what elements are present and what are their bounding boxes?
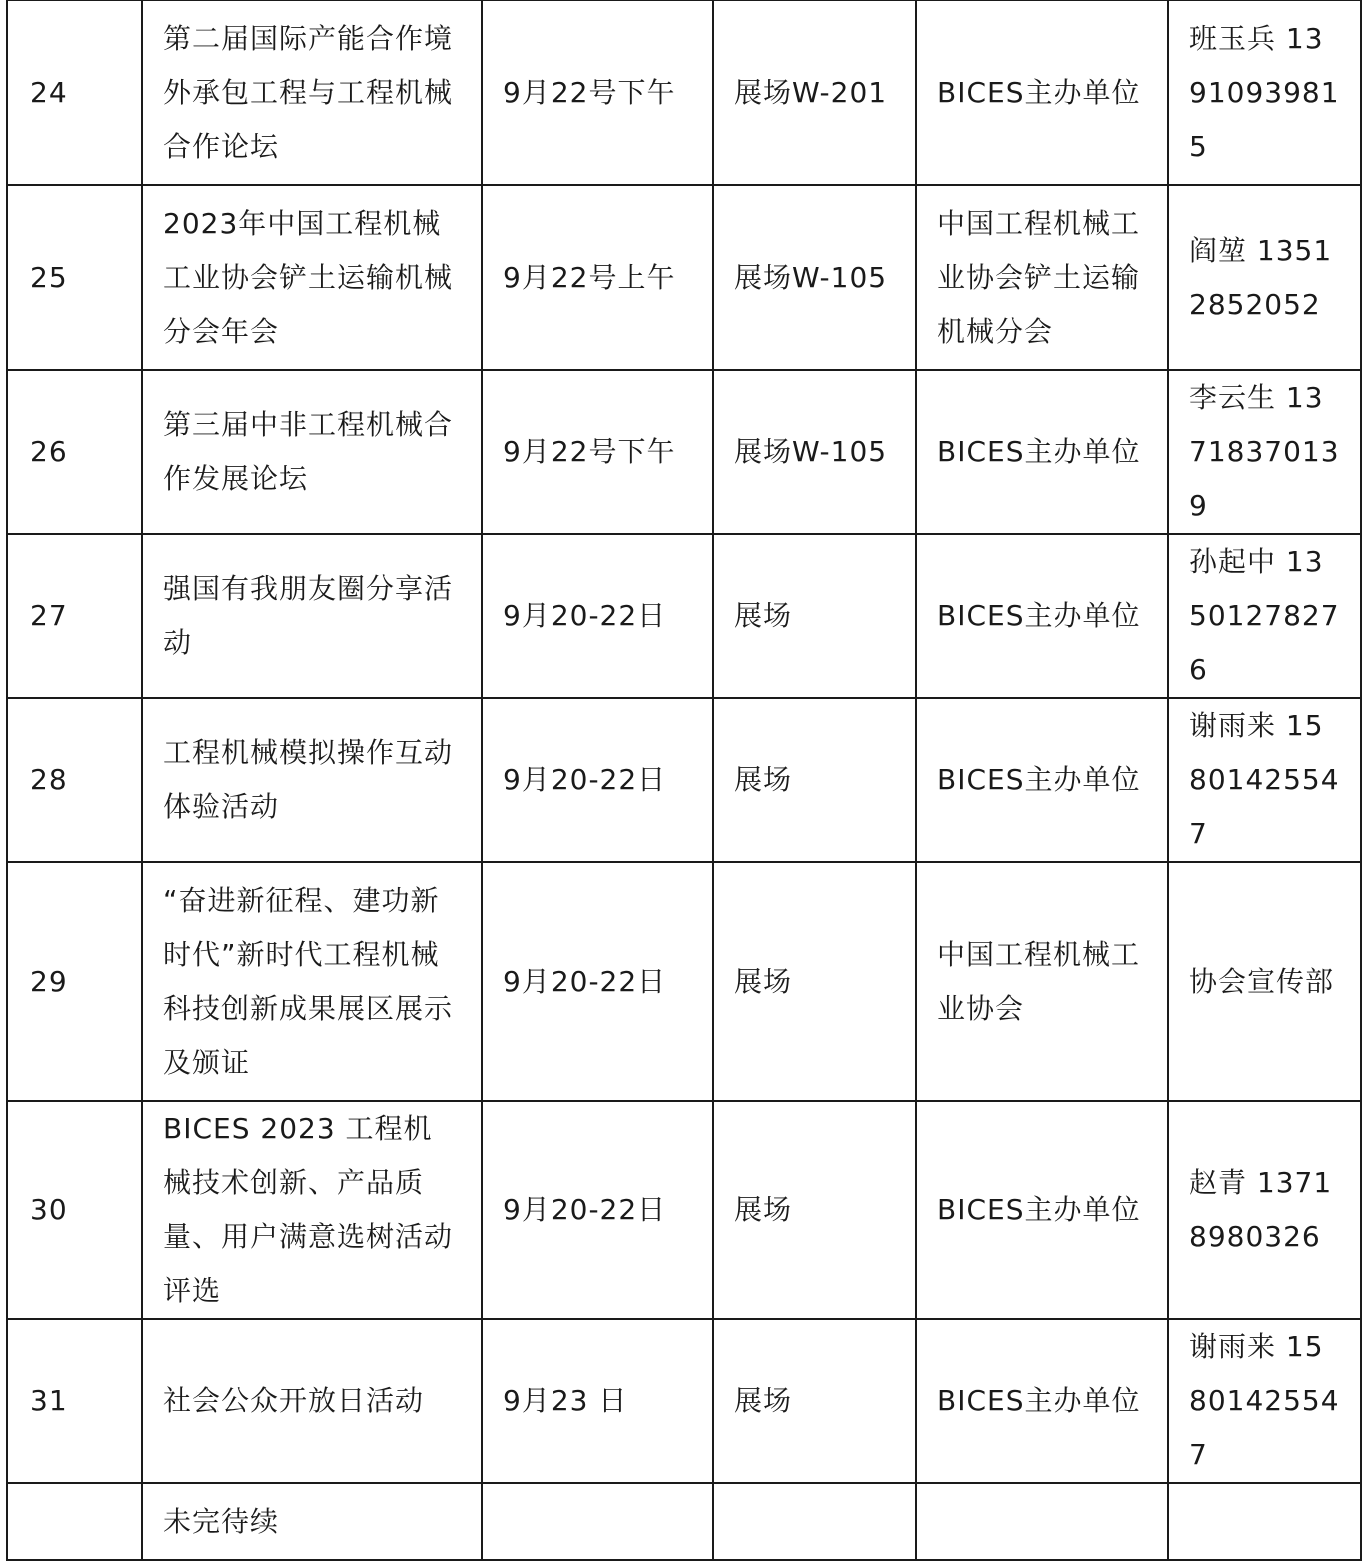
empty-cell — [713, 1483, 916, 1560]
event-name: “奋进新征程、建功新时代”新时代工程机械科技创新成果展区展示及颁证 — [142, 862, 482, 1101]
table-row — [7, 534, 1361, 698]
event-contact: 谢雨来 15801425547 — [1168, 698, 1361, 862]
event-venue: 展场W-105 — [713, 370, 916, 534]
event-time: 9月22号下午 — [482, 0, 713, 185]
event-contact: 班玉兵 13910939815 — [1168, 0, 1361, 185]
event-name: 工程机械模拟操作互动体验活动 — [142, 698, 482, 862]
event-contact: 阎堃 13512852052 — [1168, 185, 1361, 370]
event-name: 社会公众开放日活动 — [142, 1319, 482, 1483]
table-row-footer — [7, 1483, 1361, 1560]
event-organizer: BICES主办单位 — [916, 1101, 1168, 1319]
event-organizer: 中国工程机械工业协会 — [916, 862, 1168, 1101]
event-venue: 展场 — [713, 698, 916, 862]
event-venue: 展场W-105 — [713, 185, 916, 370]
event-contact: 赵青 13718980326 — [1168, 1101, 1361, 1319]
event-venue: 展场 — [713, 1101, 916, 1319]
continued-note: 未完待续 — [142, 1483, 482, 1560]
empty-cell — [7, 1483, 142, 1560]
empty-cell — [482, 1483, 713, 1560]
row-number: 28 — [7, 698, 142, 862]
row-number: 24 — [7, 0, 142, 185]
event-contact: 孙起中 13501278276 — [1168, 534, 1361, 698]
event-name: BICES 2023 工程机械技术创新、产品质量、用户满意选树活动评选 — [142, 1101, 482, 1319]
event-venue: 展场W-201 — [713, 0, 916, 185]
event-venue: 展场 — [713, 862, 916, 1101]
event-contact: 谢雨来 15801425547 — [1168, 1319, 1361, 1483]
row-number: 25 — [7, 185, 142, 370]
event-time: 9月22号下午 — [482, 370, 713, 534]
event-time: 9月20-22日 — [482, 1101, 713, 1319]
event-name: 第三届中非工程机械合作发展论坛 — [142, 370, 482, 534]
event-name: 强国有我朋友圈分享活动 — [142, 534, 482, 698]
event-contact: 李云生 13718370139 — [1168, 370, 1361, 534]
event-contact: 协会宣传部 — [1168, 862, 1361, 1101]
event-venue: 展场 — [713, 1319, 916, 1483]
event-time: 9月23 日 — [482, 1319, 713, 1483]
table-row — [7, 862, 1361, 1101]
event-organizer: BICES主办单位 — [916, 698, 1168, 862]
event-time: 9月22号上午 — [482, 185, 713, 370]
table-row — [7, 0, 1361, 185]
event-organizer: BICES主办单位 — [916, 1319, 1168, 1483]
row-number: 31 — [7, 1319, 142, 1483]
event-name: 2023年中国工程机械工业协会铲土运输机械分会年会 — [142, 185, 482, 370]
event-name: 第二届国际产能合作境外承包工程与工程机械合作论坛 — [142, 0, 482, 185]
event-organizer: BICES主办单位 — [916, 534, 1168, 698]
table-row — [7, 370, 1361, 534]
event-time: 9月20-22日 — [482, 534, 713, 698]
row-number: 27 — [7, 534, 142, 698]
event-organizer: BICES主办单位 — [916, 0, 1168, 185]
table-row — [7, 1319, 1361, 1483]
event-schedule-table — [6, 0, 1362, 1561]
empty-cell — [1168, 1483, 1361, 1560]
table-row — [7, 698, 1361, 862]
row-number: 26 — [7, 370, 142, 534]
table-row — [7, 1101, 1361, 1319]
event-organizer: 中国工程机械工业协会铲土运输机械分会 — [916, 185, 1168, 370]
empty-cell — [916, 1483, 1168, 1560]
table-row — [7, 185, 1361, 370]
event-time: 9月20-22日 — [482, 862, 713, 1101]
event-organizer: BICES主办单位 — [916, 370, 1168, 534]
row-number: 29 — [7, 862, 142, 1101]
event-time: 9月20-22日 — [482, 698, 713, 862]
event-venue: 展场 — [713, 534, 916, 698]
row-number: 30 — [7, 1101, 142, 1319]
